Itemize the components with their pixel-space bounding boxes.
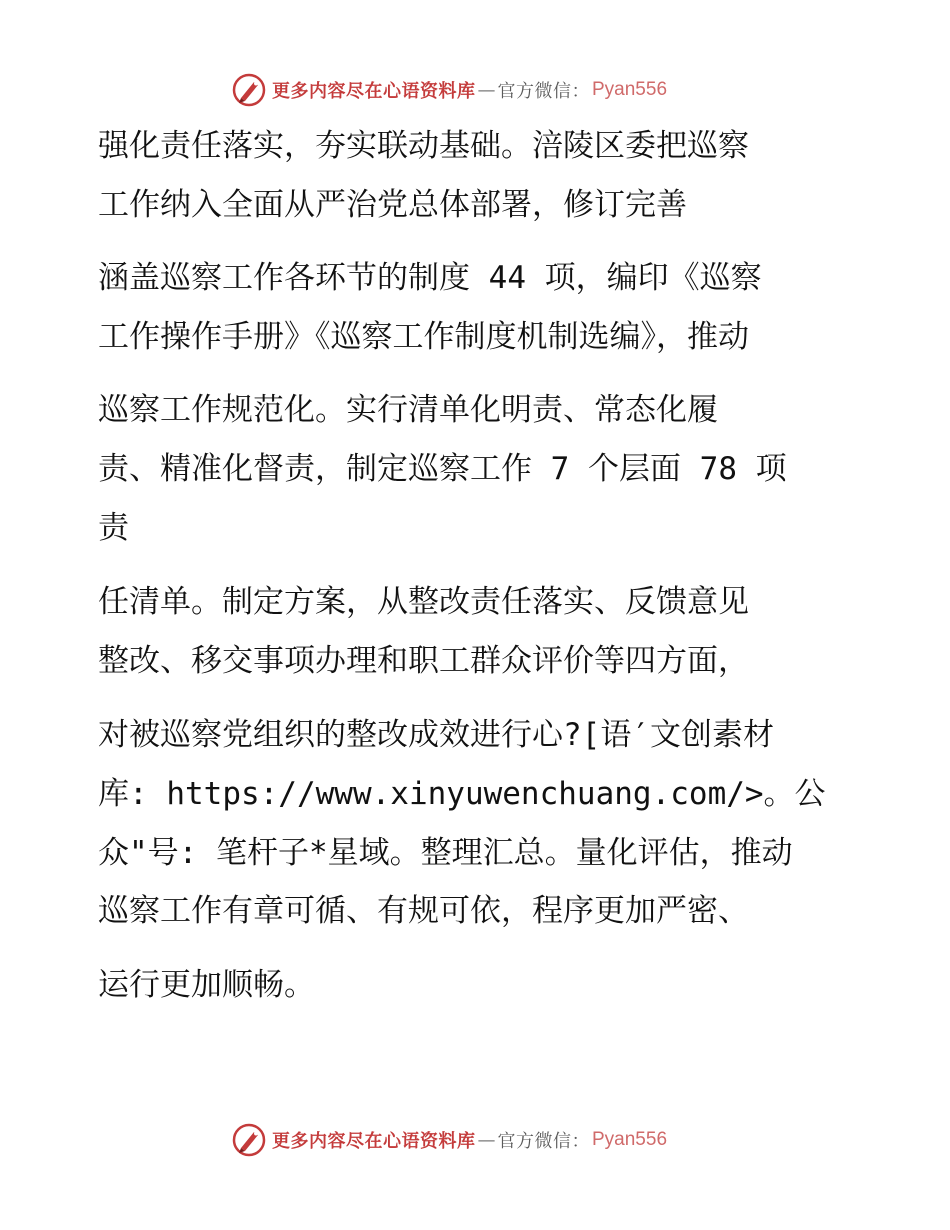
footer-banner-wechat-label: 官方微信： — [497, 1131, 590, 1152]
footer-banner-dash: — — [477, 1129, 496, 1151]
header-banner-dash: — — [477, 79, 496, 101]
body-line: 涵盖巡察工作各环节的制度 44 项，编印《巡察 — [98, 260, 762, 296]
footer-banner-wechat-id: Pyan556 — [592, 1129, 668, 1150]
footer-banner-title: 更多内容尽在心语资料库 — [272, 1131, 476, 1152]
body-line: 任清单。制定方案，从整改责任落实、反馈意见 — [98, 584, 749, 620]
header-banner-wechat-label: 官方微信： — [497, 81, 590, 102]
header-banner-title: 更多内容尽在心语资料库 — [272, 81, 476, 102]
body-line: 对被巡察党组织的整改成效进行心?[语′文创素材 — [98, 717, 774, 753]
header-banner-wechat-id: Pyan556 — [592, 79, 668, 100]
body-line: 巡察工作规范化。实行清单化明责、常态化履 — [98, 392, 718, 428]
footer-banner — [232, 1122, 667, 1158]
body-line: 整改、移交事项办理和职工群众评价等四方面， — [98, 643, 749, 679]
body-line: 运行更加顺畅。 — [98, 967, 315, 1003]
body-line: 工作操作手册》《巡察工作制度机制选编》，推动 — [98, 319, 749, 355]
body-line: 责、精准化督责，制定巡察工作 7 个层面 78 项 — [98, 451, 787, 487]
body-line: 众"号: 笔杆子*星域。整理汇总。量化评估，推动 — [98, 835, 793, 871]
body-line: 强化责任落实，夯实联动基础。涪陵区委把巡察 — [98, 128, 749, 164]
body-line: 库: https://www.xinyuwenchuang.com/>。公 — [98, 776, 826, 812]
pen-logo-icon — [232, 1123, 266, 1157]
body-line: 责 — [98, 510, 129, 546]
body-line: 工作纳入全面从严治党总体部署，修订完善 — [98, 187, 687, 223]
body-line: 巡察工作有章可循、有规可依，程序更加严密、 — [98, 893, 749, 929]
